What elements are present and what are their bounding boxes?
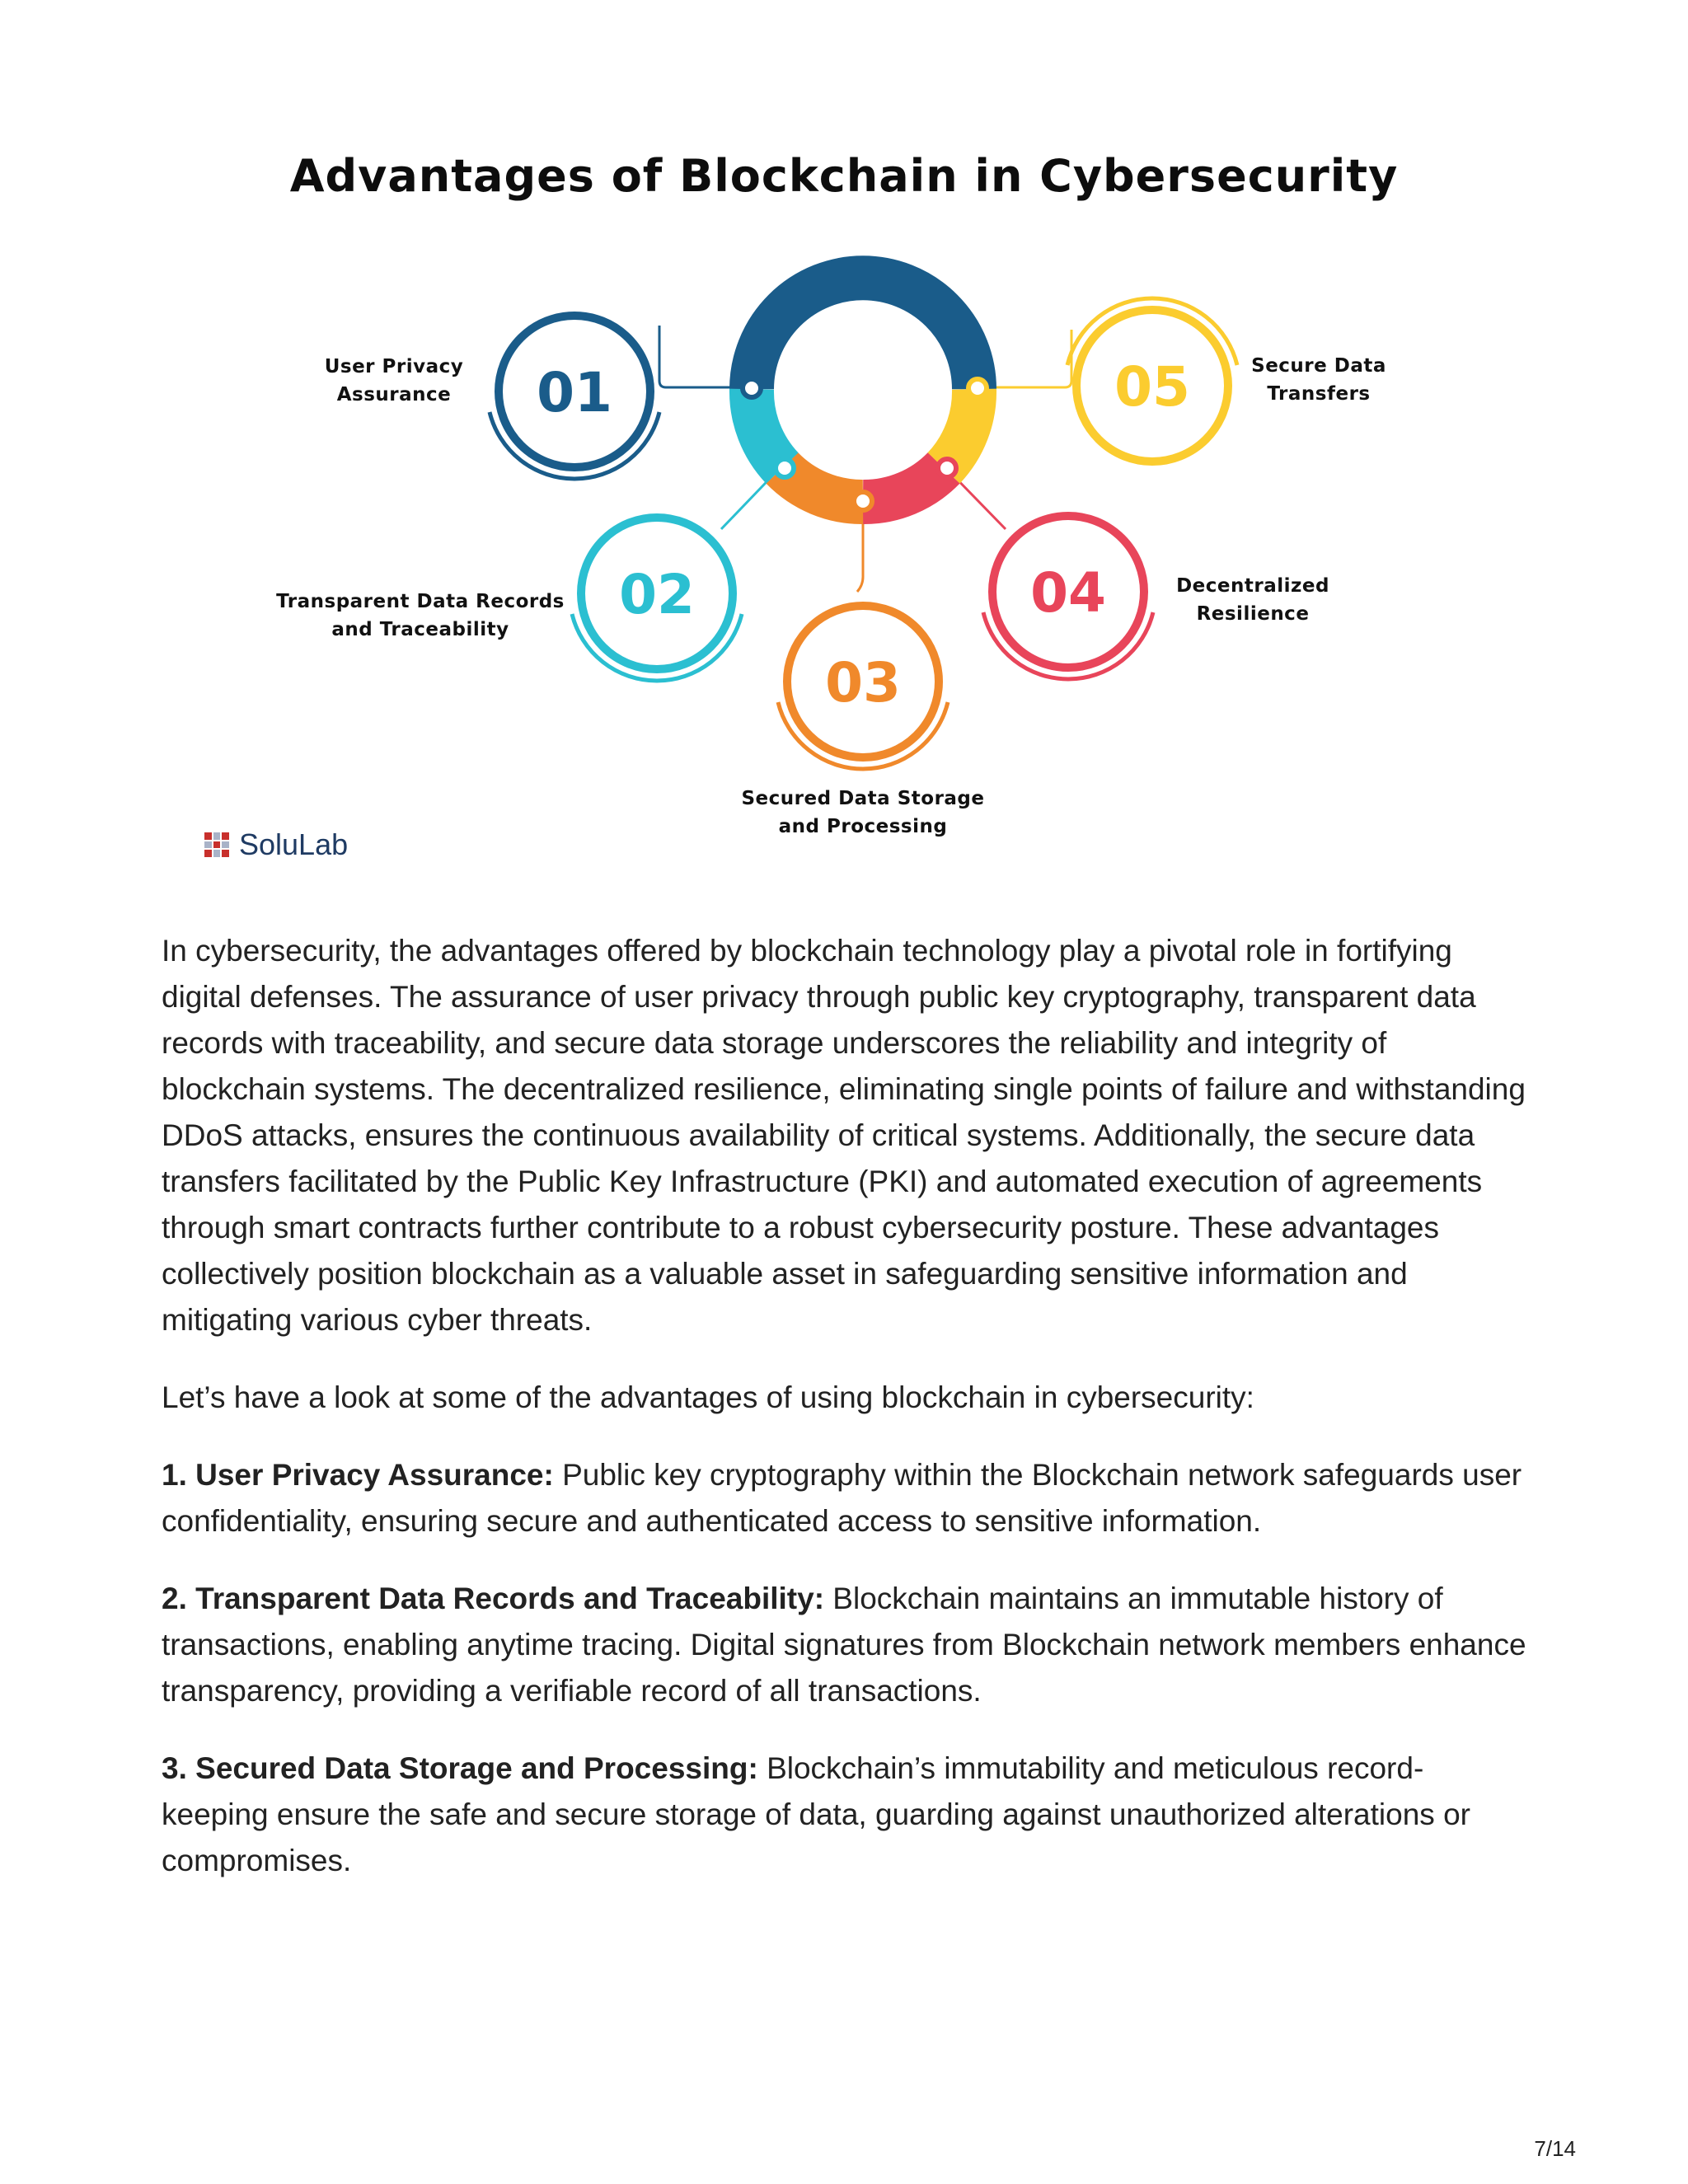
article-body	[162, 928, 1530, 1915]
node-label-05: Secure Data Transfers	[1251, 355, 1386, 405]
page-number: 7/14	[1534, 2136, 1576, 2161]
node-02	[572, 518, 742, 681]
dot-01	[743, 379, 761, 397]
node-label-01: User Privacy Assurance	[324, 356, 464, 405]
node-05	[1067, 298, 1237, 462]
advantage-text: Blockchain maintains an immutable history of transactions, enabling anytime tracing. Digital signatures from Blockchain network members enhance transparency, providing a verifiable record of all transactions.	[162, 1582, 1526, 1708]
infographic	[0, 0, 1688, 890]
ring-segment-red	[863, 468, 944, 502]
solulab-logo-icon	[204, 832, 229, 857]
ring-segment-teal	[752, 389, 782, 468]
advantage-heading: 3. Secured Data Storage and Processing:	[162, 1751, 758, 1785]
lead-paragraph: Let’s have a look at some of the advantages of using blockchain in cybersecurity:	[162, 1380, 1254, 1414]
dot-05	[968, 379, 987, 397]
infographic-title: Advantages of Blockchain in Cybersecurity	[289, 150, 1399, 202]
advantage-text: Public key cryptography within the Blockchain network safeguards user confidentiality, ensuring secure and authenticated access to sensitive information.	[162, 1458, 1522, 1538]
node-number-03: 03	[825, 651, 901, 715]
intro-paragraph: In cybersecurity, the advantages offered by blockchain technology play a pivotal role in fortifying digital defenses. The assurance of user privacy through public key cryptography, transparent data records with traceability, and secure data storage underscores the reliability and integrity of blockchain systems. The decentralized resilience, eliminating single points of failure and withstanding DDoS attacks, ensures the continuous availability of critical systems. Additionally, the secure data transfers facilitated by the Public Key Infrastructure (PKI) and automated execution of agreements through smart contracts further contribute to a robust cybersecurity posture. These advantages collectively position blockchain as a valuable asset in safeguarding sensitive information and mitigating various cyber threats.	[162, 934, 1526, 1337]
dot-04	[938, 459, 956, 477]
node-number-05: 05	[1114, 355, 1190, 419]
node-number-02: 02	[619, 563, 695, 626]
dot-02	[776, 459, 794, 477]
node-label-03: Secured Data Storage and Processing	[741, 788, 985, 837]
node-number-04: 04	[1030, 561, 1106, 625]
advantage-item-1	[162, 1452, 1530, 1544]
ring-segment-blue	[752, 278, 974, 389]
advantage-item-2	[162, 1576, 1530, 1714]
node-label-04: Decentralized Resilience	[1176, 575, 1329, 625]
dot-03	[854, 492, 872, 510]
advantage-item-3	[162, 1746, 1530, 1884]
node-number-01: 01	[537, 361, 612, 424]
advantage-heading: 2. Transparent Data Records and Traceability:	[162, 1582, 825, 1615]
logo-text: SoluLab	[239, 827, 349, 861]
ring-segment-yellow	[944, 389, 974, 468]
advantage-text: Blockchain’s immutability and meticulous record-keeping ensure the safe and secure storage of data, guarding against unauthorized alterations or compromises.	[162, 1751, 1470, 1877]
advantage-heading: 1. User Privacy Assurance:	[162, 1458, 554, 1492]
node-04	[983, 516, 1153, 679]
node-label-02: Transparent Data Records and Traceability	[276, 591, 565, 640]
node-01	[490, 316, 659, 479]
solulab-logo	[204, 828, 348, 861]
node-03	[778, 606, 948, 769]
hub-diagram	[0, 0, 1688, 890]
